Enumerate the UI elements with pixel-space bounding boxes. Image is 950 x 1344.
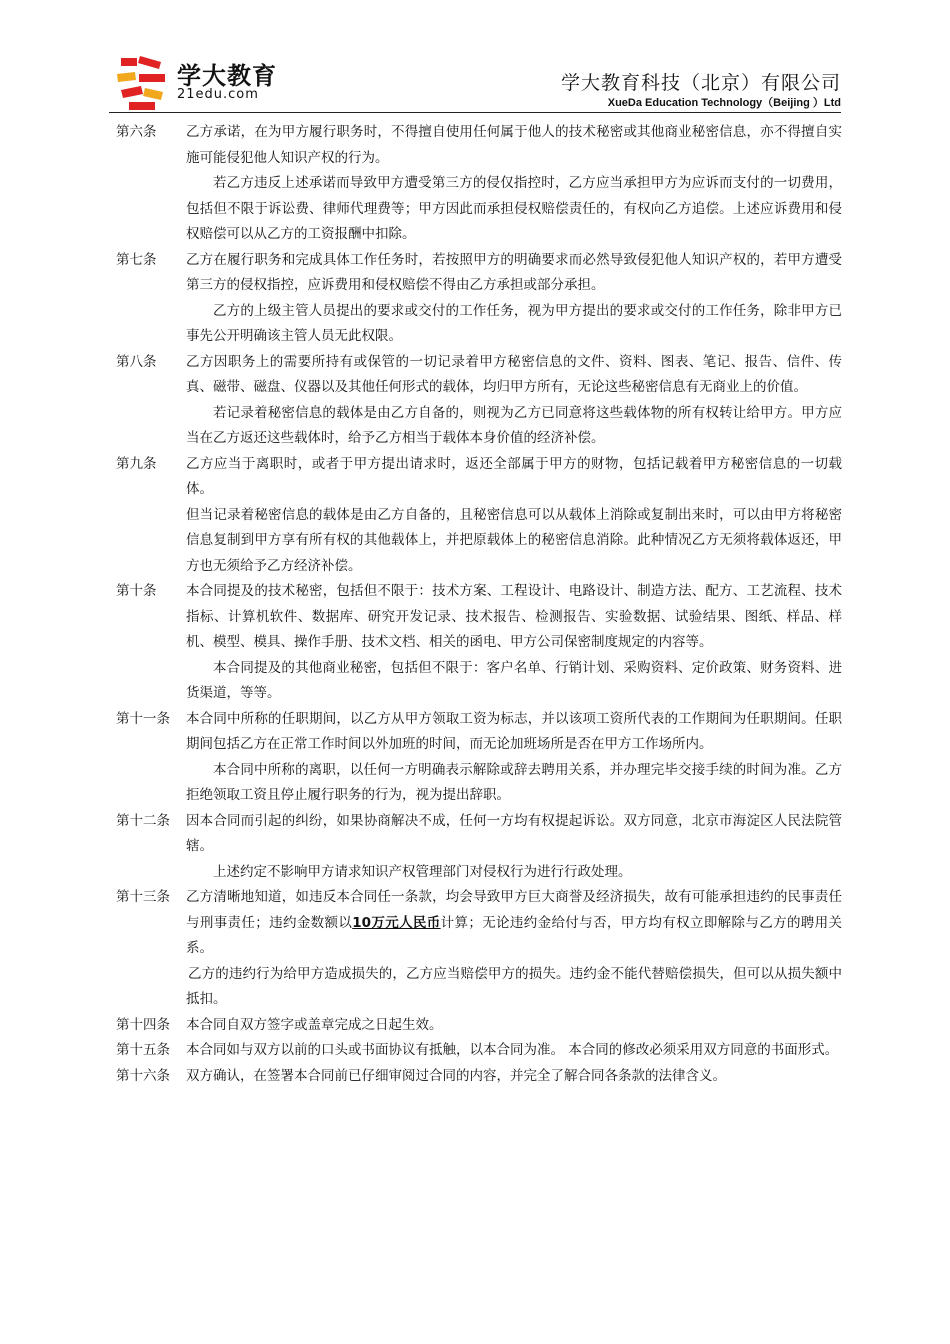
paragraph: 本合同中所称的离职，以任何一方明确表示解除或辞去聘用关系，并办理完毕交接手续的时间为准。乙方拒绝领取工资且停止履行职务的行为，视为提出辞职。 (186, 761, 842, 803)
paragraph: 乙方应当于离职时，或者于甲方提出请求时，返还全部属于甲方的财物，包括记载着甲方秘密信息的一切载体。 (186, 455, 842, 497)
article-text (186, 350, 842, 452)
article-label: 第九条 (116, 455, 157, 472)
article-text (186, 885, 842, 1013)
text-run: 计算；无论违约金给付与否，甲方均有权立即解除与乙方的聘用关系。 (186, 914, 843, 956)
article-label: 第十五条 (116, 1042, 170, 1058)
article-8 (116, 350, 842, 452)
article-label: 第十条 (116, 583, 157, 599)
article-label: 第十一条 (116, 710, 170, 727)
article-text (186, 120, 842, 248)
company-name-english: XueDa Education Technology（Beijing ）Ltd (607, 97, 841, 109)
header-divider (109, 112, 841, 113)
article-label: 第十二条 (116, 812, 170, 829)
paragraph: 本合同自双方签字或盖章完成之日起生效。 (186, 1016, 443, 1033)
penalty-amount: 10万元人民币 (352, 914, 441, 931)
paragraph: 乙方承诺，在为甲方履行职务时，不得擅自使用任何属于他人的技术秘密或其他商业秘密信息，亦不得擅自实施可能侵犯他人知识产权的行为。 (186, 124, 842, 166)
article-11 (116, 707, 842, 809)
article-label: 第八条 (116, 353, 157, 370)
article-12 (116, 809, 842, 886)
company-name-chinese: 学大教育科技（北京）有限公司 (560, 72, 841, 94)
article-text (186, 452, 842, 580)
paragraph: 本合同如与双方以前的口头或书面协议有抵触，以本合同为准。 本合同的修改必须采用双方同意的书面形式。 (186, 1042, 839, 1058)
page-header (0, 0, 950, 112)
article-text (186, 248, 842, 350)
logo-domain-text: 21edu.com (177, 87, 259, 102)
article-6 (116, 120, 842, 248)
paragraph: 本合同提及的技术秘密，包括但不限于：技术方案、工程设计、电路设计、制造方法、配方、工艺流程、技术指标、计算机软件、数据库、研究开发记录、技术报告、检测报告、实验数据、试验结果、图纸、样品、样机、模型、模具、操作手册、技术文档、相关的函电、甲方公司保密制度规定的内容等。 (186, 583, 842, 650)
xueda-logo (115, 52, 295, 112)
article-label: 第六条 (116, 124, 157, 140)
article-label: 第十四条 (116, 1016, 170, 1033)
article-text (186, 579, 842, 707)
article-text (186, 1013, 842, 1039)
article-14 (116, 1013, 842, 1039)
paragraph: 乙方的上级主管人员提出的要求或交付的工作任务，视为甲方提出的要求或交付的工作任务，除非甲方已事先公开明确该主管人员无此权限。 (186, 302, 842, 344)
paragraph: 但当记录着秘密信息的载体是由乙方自备的，且秘密信息可以从载体上消除或复制出来时，可以由甲方将秘密信息复制到甲方享有所有权的其他载体上，并把原载体上的秘密信息消除。此种情况乙方无须将载体返还，甲方也无须给予乙方经济补偿。 (186, 506, 842, 574)
paragraph: 双方确认，在签署本合同前已仔细审阅过合同的内容，并完全了解合同各条款的法律含义。 (186, 1067, 726, 1084)
article-7 (116, 248, 842, 350)
xueda-logo-mark-icon (115, 52, 171, 112)
article-9 (116, 452, 842, 580)
paragraph: 上述约定不影响甲方请求知识产权管理部门对侵权行为进行行政处理。 (213, 863, 632, 880)
article-text (186, 809, 842, 886)
paragraph: 若记录着秘密信息的载体是由乙方自备的，则视为乙方已同意将这些载体物的所有权转让给甲方。甲方应当在乙方返还这些载体时，给予乙方相当于载体本身价值的经济补偿。 (186, 404, 842, 446)
article-text (186, 707, 842, 809)
article-text (186, 1038, 842, 1064)
article-label: 第十六条 (116, 1067, 170, 1084)
paragraph: 本合同中所称的任职期间，以乙方从甲方领取工资为标志，并以该项工资所代表的工作期间为任职期间。任职期间包括乙方在正常工作时间以外加班的时间，而无论加班场所是否在甲方工作场所内。 (186, 710, 842, 752)
paragraph (186, 885, 842, 962)
paragraph: 乙方在履行职务和完成具体工作任务时，若按照甲方的明确要求而必然导致侵犯他人知识产权的，若甲方遭受第三方的侵权指控，应诉费用和侵权赔偿不得由乙方承担或部分承担。 (186, 251, 842, 293)
article-label: 第七条 (116, 251, 157, 268)
article-16 (116, 1064, 842, 1090)
paragraph: 若乙方违反上述承诺而导致甲方遭受第三方的侵仅指控时，乙方应当承担甲方为应诉而支付的一切费用，包括但不限于诉讼费、律师代理费等；甲方因此而承担侵权赔偿责任的，有权向乙方追偿。上述应诉费用和侵权赔偿可以从乙方的工资报酬中扣除。 (186, 175, 842, 242)
contract-body (116, 120, 842, 1089)
paragraph: 因本合同而引起的纠纷，如果协商解决不成，任何一方均有权提起诉讼。双方同意，北京市海淀区人民法院管辖。 (186, 812, 842, 854)
text-run: 乙方清晰地知道，如违反本合同任一条款，均会导致甲方巨大商誉及经济损失，故有可能承担违约的民事责任与刑事责任；违约金数额以 (186, 889, 842, 931)
logo-chinese-text: 学大教育 (177, 62, 277, 90)
article-text (186, 1064, 842, 1090)
article-10 (116, 579, 842, 707)
article-13 (116, 885, 842, 1013)
paragraph: 乙方的违约行为给甲方造成损失的，乙方应当赔偿甲方的损失。违约金不能代替赔偿损失，但可以从损失额中抵扣。 (186, 965, 842, 1007)
paragraph: 本合同提及的其他商业秘密，包括但不限于：客户名单、行销计划、采购资料、定价政策、财务资料、进货渠道，等等。 (186, 659, 842, 701)
article-15 (116, 1038, 842, 1064)
paragraph: 乙方因职务上的需要所持有或保管的一切记录着甲方秘密信息的文件、资料、图表、笔记、报告、信件、传真、磁带、磁盘、仪器以及其他任何形式的载体，均归甲方所有，无论这些秘密信息有无商业上的价值。 (186, 353, 842, 395)
article-label: 第十三条 (116, 889, 170, 905)
